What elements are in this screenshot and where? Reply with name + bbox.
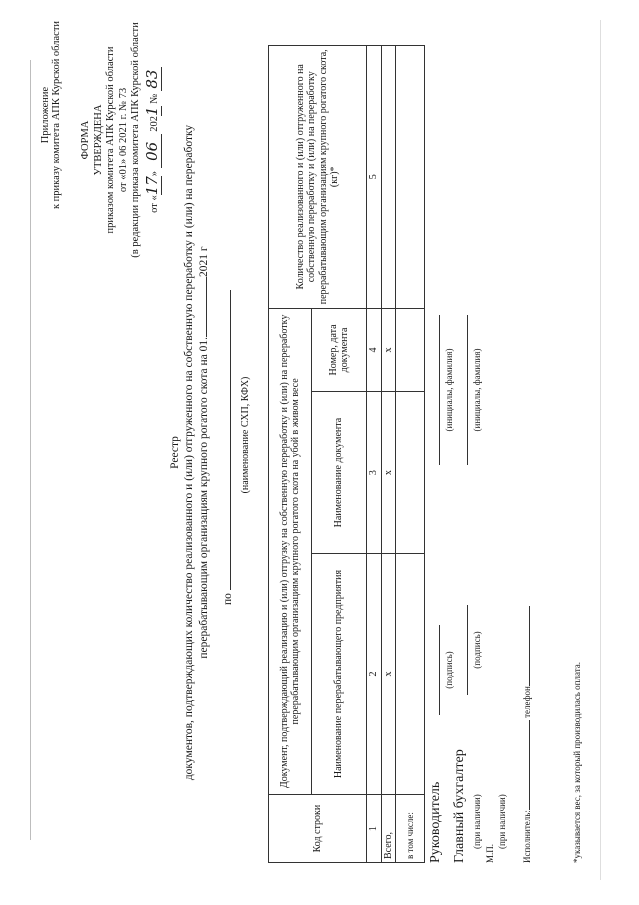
handwritten-year: 1 bbox=[142, 106, 161, 116]
head-sign-caption: (подпись) bbox=[444, 651, 454, 689]
title-line2: перерабатывающим организациям крупного рогатого скота на 01.2021 г bbox=[197, 246, 210, 659]
date-blank bbox=[206, 277, 207, 337]
incl-label: в том числе: bbox=[396, 795, 425, 863]
incl-cell bbox=[396, 308, 425, 392]
approval-block bbox=[80, 15, 162, 265]
approval-form: ФОРМА bbox=[80, 120, 91, 160]
handwritten-number: 83 bbox=[143, 67, 162, 91]
appendix-line2: к приказу комитета АПК Курской области bbox=[51, 20, 62, 210]
header-code: Код строки bbox=[269, 795, 367, 863]
accountant-initials-caption: (инициалы, фамилия) bbox=[472, 348, 482, 432]
handwritten-day: 17 bbox=[142, 176, 161, 196]
num-cell: 3 bbox=[367, 392, 382, 554]
header-enterprise: Наименование перерабатывающего предприятия bbox=[312, 553, 367, 794]
total-label: Всего, bbox=[381, 795, 396, 863]
accountant-name-line bbox=[460, 315, 471, 465]
num-cell: 1 bbox=[367, 795, 382, 863]
table-incl-row bbox=[396, 46, 425, 863]
head-name-line bbox=[432, 315, 443, 465]
executor-line: Исполнитель: телефон bbox=[522, 606, 532, 863]
head-initials-caption: (инициалы, фамилия) bbox=[444, 348, 454, 432]
table-total-row bbox=[381, 46, 396, 863]
handwritten-month: 06 bbox=[143, 134, 162, 168]
incl-cell bbox=[396, 392, 425, 554]
incl-cell bbox=[396, 553, 425, 794]
accountant-sign-caption: (подпись) bbox=[472, 631, 482, 669]
table-header-row bbox=[269, 46, 312, 863]
total-cell: x bbox=[381, 553, 396, 794]
num-cell: 4 bbox=[367, 308, 382, 392]
org-name-blank bbox=[230, 290, 231, 590]
total-cell bbox=[381, 46, 396, 309]
approval-line1: приказом комитета АПК Курской области bbox=[105, 46, 117, 234]
num-cell: 2 bbox=[367, 553, 382, 794]
by-line-caption: (наименование СХП, КФХ) bbox=[240, 376, 251, 494]
total-cell: x bbox=[381, 392, 396, 554]
total-cell: x bbox=[381, 308, 396, 392]
footnote: *указывается вес, за который производилась оплата. bbox=[572, 661, 582, 863]
head-sign-line bbox=[432, 625, 443, 715]
header-doc-name: Наименование документа bbox=[312, 392, 367, 554]
head-label: Руководитель bbox=[428, 781, 443, 863]
approval-line3: (в редакции приказа комитета АПК Курской области bbox=[130, 22, 142, 258]
approval-approved: УТВЕРЖДЕНА bbox=[92, 104, 104, 176]
title-line1: документов, подтверждающих количество реализованного и (или) отгруженного на собственную переработку и (или) на переработку bbox=[183, 124, 196, 781]
title-heading: Реестр bbox=[169, 436, 181, 469]
appendix-line1: Приложение bbox=[40, 86, 51, 144]
header-quantity: Количество реализованного и (или) отгруженного на собственную переработку и (или) на переработку перерабатывающим организациям крупного рогатого скота, (кг)* bbox=[269, 46, 367, 309]
num-cell: 5 bbox=[367, 46, 382, 309]
stamp-if-exists: (при наличии) bbox=[497, 794, 507, 849]
incl-cell bbox=[396, 46, 425, 309]
accountant-sign-line bbox=[460, 605, 471, 695]
header-doc-number: Номер, дата документа bbox=[312, 308, 367, 392]
accountant-label: Главный бухгалтер bbox=[452, 749, 467, 863]
approval-line2: от «01» 06 2021 г. № 73 bbox=[117, 87, 129, 193]
accountant-if-exists: (при наличии) bbox=[472, 794, 482, 849]
header-document-group: Документ, подтверждающий реализацию и (или) отгрузку на собственную переработку и (или) на переработку перерабатывающим организациям крупного рогатого скота на убой в живом весе bbox=[269, 308, 312, 795]
stamp-mp: М.П. bbox=[485, 843, 495, 863]
by-line: по bbox=[222, 290, 234, 605]
registry-title bbox=[168, 0, 211, 905]
table-number-row bbox=[367, 46, 382, 863]
approval-line4: от «17» 06 2021 № 83 bbox=[143, 15, 162, 265]
registry-table bbox=[268, 45, 425, 863]
appendix-block bbox=[40, 15, 62, 215]
